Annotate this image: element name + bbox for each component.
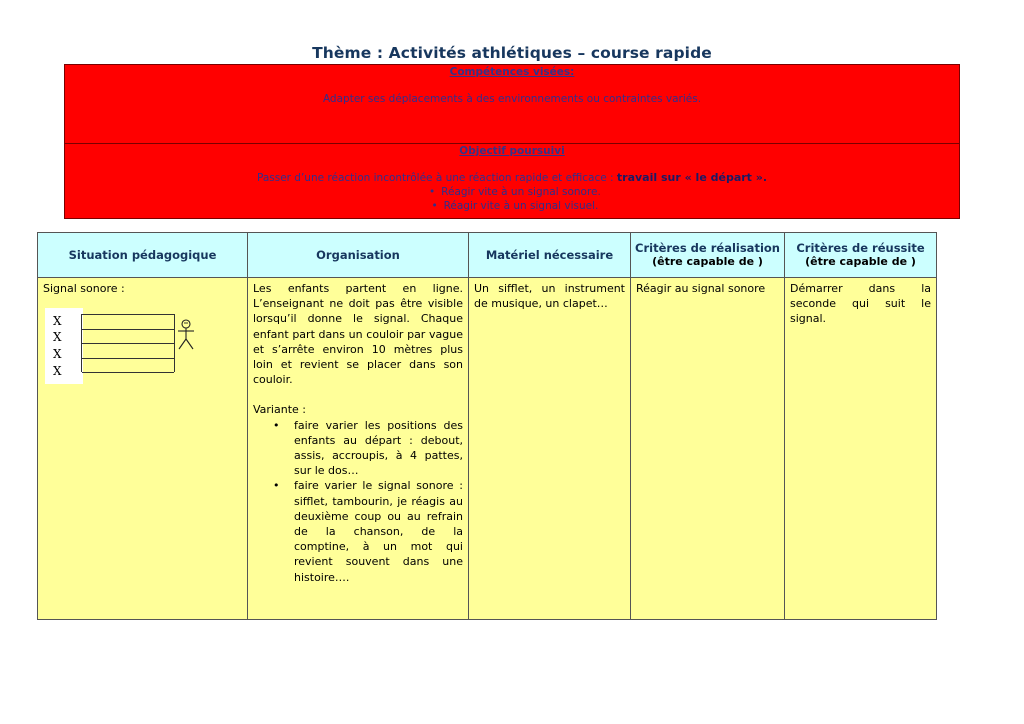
runner-mark: X	[53, 314, 62, 329]
lane	[82, 344, 174, 359]
pedagogy-table	[37, 232, 937, 620]
lane	[82, 330, 174, 345]
lane	[82, 315, 174, 330]
teacher-figure-icon	[175, 318, 197, 352]
objectif-text	[65, 171, 959, 185]
competences-text: Adapter ses déplacements à des environnements ou contraintes variés.	[322, 93, 702, 105]
runner-mark: X	[53, 364, 62, 379]
variante-list	[267, 418, 463, 585]
header-situation: Situation pédagogique	[38, 233, 248, 278]
runner-mark: X	[53, 330, 62, 345]
list-item: • faire varier le signal sonore : sifflet, tambourin, je réagis au deuxième coup ou au refrain de la chanson, de la comptine, à un mot qui revient souvent dans une histoire….	[267, 478, 463, 584]
table-row	[38, 278, 937, 620]
materiel-text: Un sifflet, un instrument de musique, un clapet…	[474, 282, 625, 311]
document-title: Thème : Activités athlétiques – course rapide	[312, 44, 712, 62]
objectif-bullets	[65, 185, 959, 213]
header-organisation: Organisation	[248, 233, 469, 278]
objectif-bullet: • Réagir vite à un signal visuel.	[65, 199, 959, 213]
objectif-heading: Objectif poursuivi	[459, 145, 565, 157]
header-criteres-reussite: Critères de réussite (être capable de )	[785, 233, 937, 278]
competences-panel	[64, 64, 960, 144]
cell-situation	[38, 278, 248, 620]
objectif-bullet: • Réagir vite à un signal sonore.	[65, 185, 959, 199]
competences-heading: Compétences visées:	[449, 66, 575, 78]
cell-criteres-reussite	[785, 278, 937, 620]
header-criteres-realisation: Critères de réalisation (être capable de )	[631, 233, 785, 278]
situation-label: Signal sonore :	[43, 282, 125, 295]
lanes	[81, 314, 175, 372]
cell-organisation	[248, 278, 469, 620]
cell-materiel	[469, 278, 631, 620]
bullet-icon: •	[431, 200, 438, 212]
header-materiel: Matériel nécessaire	[469, 233, 631, 278]
organisation-text: Les enfants partent en ligne. L’enseignant ne doit pas être visible lorsqu’il donne le signal. Chaque enfant part dans un couloir par vague et s’arrête environ 10 mètres plus loin et revient se placer dans son couloir.	[253, 282, 463, 387]
objectif-text-lead: Passer d’une réaction incontrôlée à une réaction rapide et efficace :	[256, 172, 617, 184]
cell-criteres-realisation	[631, 278, 785, 620]
table-header-row	[38, 233, 937, 278]
criteres-realisation-text: Réagir au signal sonore	[636, 282, 766, 295]
variante-label: Variante :	[253, 403, 306, 417]
list-item: • faire varier les positions des enfants au départ : debout, assis, accroupis, à 4 pattes, sur le dos…	[267, 418, 463, 479]
objectif-text-bold: travail sur « le départ ».	[616, 171, 768, 184]
objectif-panel	[64, 144, 960, 219]
runner-mark: X	[53, 347, 62, 362]
lane	[82, 359, 174, 374]
criteres-reussite-text: Démarrer dans la seconde qui suit le signal.	[790, 282, 931, 326]
start-marks-box	[45, 308, 83, 384]
bullet-icon: •	[429, 186, 436, 198]
lanes-diagram	[43, 304, 243, 424]
